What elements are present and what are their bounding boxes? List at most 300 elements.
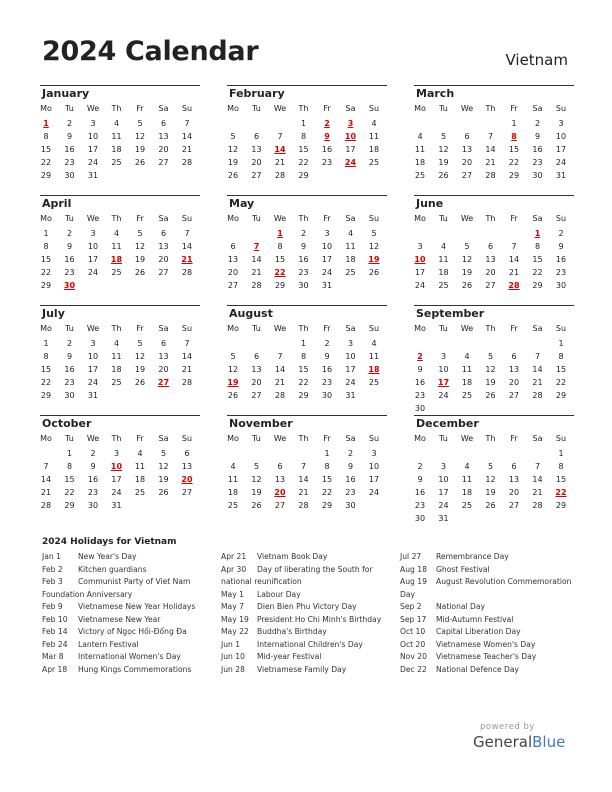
holiday-item [221, 664, 397, 677]
weekday-label: Su [181, 104, 193, 113]
holiday-date-label: Apr 21 [221, 552, 247, 561]
holiday-item [42, 626, 218, 639]
calendar-day: 15 [508, 145, 520, 154]
weekday-label: Sa [532, 324, 543, 333]
holiday-date: 9 [324, 132, 330, 141]
calendar-day: 7 [534, 352, 541, 361]
month-name: February [229, 87, 285, 100]
calendar-day: 30 [321, 391, 333, 400]
holiday-date: 1 [43, 119, 49, 128]
calendar-day: 18 [368, 145, 380, 154]
calendar-day: 31 [345, 391, 356, 400]
calendar-day: 5 [160, 449, 167, 458]
holiday-name: Vietnamese Women's Day [436, 639, 536, 649]
calendar-day: 24 [555, 158, 567, 167]
calendar-day: 28 [181, 268, 193, 277]
calendar-day: 8 [43, 242, 49, 251]
weekday-label: Th [485, 324, 496, 333]
calendar-day: 5 [371, 229, 377, 238]
calendar-day: 8 [534, 242, 541, 251]
calendar-day: 29 [298, 171, 309, 180]
weekday-label: Fr [136, 324, 144, 333]
calendar-day: 11 [227, 475, 239, 484]
calendar-day: 23 [64, 158, 75, 167]
calendar-day: 10 [87, 242, 99, 251]
holiday-date: 18 [368, 365, 380, 374]
holiday-name: New Year's Day [78, 552, 137, 561]
weekday-label: Tu [252, 214, 261, 223]
calendar-day: 20 [158, 145, 169, 154]
calendar-day: 12 [134, 352, 146, 361]
calendar-day: 29 [40, 391, 52, 400]
calendar-day: 18 [134, 475, 146, 484]
calendar-day: 31 [438, 514, 449, 523]
calendar-day: 28 [40, 501, 52, 510]
holiday-name: Victory of Ngọc Hồi-Đống Đa [78, 627, 187, 636]
calendar-day: 28 [298, 501, 309, 510]
country-name: Vietnam [505, 51, 568, 69]
calendar-day: 9 [300, 242, 307, 251]
holiday-item [400, 614, 576, 627]
weekday-label: Su [555, 104, 567, 113]
weekday-label: Tu [65, 434, 74, 443]
weekday-label: Th [298, 434, 309, 443]
calendar-day: 4 [417, 132, 423, 141]
weekday-label: Mo [40, 324, 52, 333]
holiday-date: 2 [324, 119, 330, 128]
holiday-name-continued: national reunification [221, 577, 302, 586]
calendar-day: 28 [532, 501, 543, 510]
calendar-day: 28 [181, 378, 193, 387]
holiday-item [221, 589, 397, 602]
holiday-item [400, 576, 576, 589]
calendar-day: 29 [274, 281, 286, 290]
weekday-label: We [86, 434, 100, 443]
holiday-date: 1 [534, 229, 541, 238]
month-name: May [229, 197, 255, 210]
month-divider [414, 415, 574, 416]
calendar-day: 16 [345, 475, 356, 484]
holiday-date-label: Oct 20 [400, 639, 426, 649]
weekday-label: Th [485, 434, 496, 443]
calendar-day: 4 [347, 229, 354, 238]
calendar-day: 14 [532, 365, 543, 374]
calendar-day: 9 [66, 132, 73, 141]
month-name: August [229, 307, 273, 320]
calendar-day: 19 [251, 488, 262, 497]
calendar-day: 14 [40, 475, 52, 484]
calendar-day: 17 [87, 365, 99, 374]
calendar-day: 15 [532, 255, 543, 264]
weekday-label: Fr [323, 104, 331, 113]
weekday-label: Su [181, 324, 193, 333]
calendar-day: 15 [40, 145, 52, 154]
calendar-day: 18 [111, 145, 122, 154]
holiday-date: 18 [110, 255, 123, 264]
weekday-label: Sa [532, 434, 543, 443]
calendar-day: 9 [66, 352, 73, 361]
weekday-label: Fr [136, 434, 144, 443]
calendar-day: 23 [555, 268, 567, 277]
calendar-day: 24 [87, 268, 99, 277]
holiday-item [42, 564, 218, 577]
month-divider [40, 305, 200, 306]
calendar-day: 16 [298, 255, 309, 264]
weekday-label: Fr [510, 214, 518, 223]
calendar-day: 5 [230, 132, 236, 141]
calendar-day: 6 [184, 449, 190, 458]
calendar-day: 7 [277, 352, 283, 361]
calendar-day: 2 [66, 339, 73, 348]
holiday-column [400, 551, 576, 676]
calendar-day: 5 [230, 352, 236, 361]
calendar-day: 8 [558, 462, 564, 471]
calendar-day: 26 [368, 268, 380, 277]
brand-logo[interactable] [473, 733, 565, 751]
weekday-label: Su [368, 104, 380, 113]
calendar-day: 25 [414, 171, 426, 180]
powered-by-text: powered by [480, 722, 535, 732]
holiday-name: Capital Liberation Day [436, 627, 521, 636]
holiday-item [400, 564, 576, 577]
weekday-label: Sa [158, 324, 169, 333]
calendar-day: 30 [414, 514, 426, 523]
calendar-day: 19 [134, 255, 146, 264]
calendar-day: 1 [66, 449, 73, 458]
calendar-day: 6 [160, 229, 167, 238]
holiday-item [400, 626, 576, 639]
calendar-day: 22 [298, 378, 309, 387]
calendar-day: 12 [134, 132, 146, 141]
calendar-day: 29 [64, 501, 75, 510]
weekday-label: Sa [345, 324, 356, 333]
calendar-day: 11 [345, 242, 356, 251]
weekday-label: Su [555, 324, 567, 333]
holiday-item [42, 551, 218, 564]
calendar-day: 3 [90, 339, 96, 348]
calendar-day: 5 [253, 462, 260, 471]
holiday-item [400, 551, 576, 564]
calendar-day: 6 [511, 462, 517, 471]
calendar-day: 26 [134, 268, 146, 277]
calendar-day: 10 [87, 132, 99, 141]
calendar-day: 3 [90, 119, 96, 128]
calendar-day: 24 [87, 378, 99, 387]
calendar-day: 7 [534, 462, 541, 471]
calendar-day: 18 [345, 255, 356, 264]
calendar-day: 13 [251, 365, 262, 374]
calendar-day: 1 [324, 449, 330, 458]
weekday-label: Su [181, 434, 193, 443]
calendar-day: 14 [181, 242, 193, 251]
month-divider [40, 85, 200, 86]
holiday-name: President Ho Chi Minh's Birthday [257, 614, 382, 624]
calendar-day: 13 [508, 365, 520, 374]
calendar-day: 22 [508, 158, 520, 167]
calendar-day: 31 [555, 171, 567, 180]
month-block [414, 305, 574, 415]
calendar-day: 10 [438, 365, 449, 374]
calendar-day: 29 [555, 501, 567, 510]
calendar-day: 28 [274, 171, 286, 180]
calendar-day: 7 [487, 132, 494, 141]
month-block [227, 195, 387, 305]
weekday-label: Sa [158, 214, 169, 223]
calendar-day: 22 [298, 158, 309, 167]
calendar-day: 5 [137, 229, 143, 238]
month-name: October [42, 417, 92, 430]
holiday-item [221, 614, 397, 627]
calendar-day: 18 [111, 365, 122, 374]
weekday-label: Mo [40, 214, 52, 223]
weekday-label: Tu [252, 434, 261, 443]
calendar-day: 13 [158, 242, 169, 251]
calendar-day: 16 [414, 488, 426, 497]
weekday-label: Tu [439, 104, 448, 113]
calendar-day: 21 [485, 158, 496, 167]
calendar-day: 5 [487, 352, 494, 361]
calendar-day: 11 [134, 462, 146, 471]
weekday-label: Tu [439, 324, 448, 333]
holiday-item [400, 664, 576, 677]
weekday-label: Fr [136, 104, 144, 113]
calendar-day: 21 [274, 158, 286, 167]
calendar-day: 22 [40, 268, 52, 277]
holiday-date-label: Jun 1 [221, 639, 241, 649]
holiday-date-label: Feb 2 [42, 564, 63, 574]
calendar-day: 27 [158, 158, 169, 167]
weekday-label: Tu [439, 434, 448, 443]
weekday-label: Fr [323, 324, 331, 333]
holiday-name: August Revolution Commemoration [436, 577, 572, 586]
calendar-day: 23 [64, 268, 75, 277]
month-block [40, 85, 200, 195]
calendar-day: 7 [184, 339, 190, 348]
holiday-date-label: May 7 [221, 602, 244, 611]
calendar-day: 4 [113, 229, 120, 238]
weekday-label: Th [298, 214, 309, 223]
calendar-day: 6 [160, 339, 167, 348]
calendar-day: 5 [440, 132, 447, 141]
holiday-item [42, 664, 218, 677]
calendar-day: 6 [230, 242, 236, 251]
calendar-day: 21 [40, 488, 52, 497]
holiday-date: 8 [511, 132, 517, 141]
holiday-name: Vietnamese Family Day [257, 664, 347, 674]
weekday-label: Sa [345, 104, 356, 113]
calendar-day: 23 [321, 158, 333, 167]
month-block [227, 305, 387, 415]
calendar-day: 26 [158, 488, 169, 497]
calendar-day: 24 [438, 391, 449, 400]
calendar-day: 24 [321, 268, 333, 277]
weekday-label: Th [485, 104, 496, 113]
calendar-day: 17 [345, 365, 356, 374]
calendar-day: 19 [134, 145, 146, 154]
weekday-label: Mo [40, 434, 52, 443]
calendar-day: 18 [227, 488, 239, 497]
holiday-date: 17 [437, 378, 450, 387]
brand-blue-text: Blue [532, 733, 566, 751]
month-name: September [416, 307, 485, 320]
weekday-label: Su [368, 434, 380, 443]
calendar-day: 12 [251, 475, 262, 484]
calendar-day: 4 [113, 119, 120, 128]
weekday-label: Fr [510, 104, 518, 113]
calendar-day: 3 [440, 462, 447, 471]
calendar-day: 20 [508, 488, 520, 497]
calendar-day: 25 [227, 501, 239, 510]
weekday-label: Sa [532, 214, 543, 223]
calendar-day: 13 [181, 462, 193, 471]
holiday-item [42, 601, 218, 614]
calendar-day: 28 [251, 281, 262, 290]
calendar-day: 20 [158, 365, 169, 374]
calendar-grid [40, 85, 574, 525]
calendar-day: 8 [43, 132, 49, 141]
calendar-day: 25 [345, 268, 356, 277]
holiday-date-label: Dec 22 [400, 664, 427, 674]
calendar-day: 30 [532, 171, 543, 180]
calendar-day: 4 [371, 119, 377, 128]
holiday-date-label: Sep 17 [400, 614, 427, 624]
holiday-item [42, 614, 218, 627]
holiday-name: Hung Kings Commemorations [78, 664, 192, 674]
holiday-name: Vietnamese New Year Holidays [78, 602, 196, 611]
calendar-day: 7 [511, 242, 517, 251]
holiday-item [221, 564, 397, 577]
weekday-label: Mo [414, 434, 426, 443]
calendar-day: 12 [368, 242, 380, 251]
calendar-day: 16 [532, 145, 543, 154]
calendar-day: 11 [111, 352, 122, 361]
weekday-label: We [273, 104, 287, 113]
month-name: December [416, 417, 479, 430]
holiday-name: Mid-year Festival [257, 652, 322, 661]
holiday-date: 19 [227, 378, 239, 387]
calendar-day: 25 [111, 268, 122, 277]
calendar-day: 19 [227, 158, 239, 167]
holiday-date: 14 [274, 145, 286, 154]
holiday-date-label: May 19 [221, 614, 249, 624]
calendar-day: 1 [300, 339, 307, 348]
calendar-day: 23 [532, 158, 543, 167]
calendar-day: 9 [558, 242, 564, 251]
calendar-day: 11 [368, 352, 380, 361]
calendar-day: 2 [534, 119, 541, 128]
calendar-day: 27 [508, 391, 520, 400]
calendar-day: 1 [300, 119, 307, 128]
weekday-label: Fr [510, 324, 518, 333]
holiday-date: 19 [368, 255, 380, 264]
calendar-day: 25 [438, 281, 449, 290]
weekday-label: We [273, 214, 287, 223]
calendar-day: 27 [158, 268, 169, 277]
calendar-day: 20 [508, 378, 520, 387]
calendar-day: 16 [87, 475, 99, 484]
weekday-label: Tu [65, 104, 74, 113]
weekday-label: Mo [227, 104, 239, 113]
holiday-column [42, 551, 218, 676]
calendar-day: 17 [438, 488, 449, 497]
calendar-day: 26 [227, 391, 239, 400]
calendar-day: 9 [66, 242, 73, 251]
calendar-day: 24 [414, 281, 426, 290]
calendar-day: 14 [251, 255, 262, 264]
calendar-day: 30 [64, 171, 75, 180]
calendar-day: 3 [324, 229, 330, 238]
calendar-day: 2 [417, 462, 423, 471]
calendar-day: 22 [64, 488, 75, 497]
calendar-day: 5 [137, 339, 143, 348]
weekday-label: Fr [136, 214, 144, 223]
calendar-day: 13 [485, 255, 496, 264]
calendar-day: 25 [461, 501, 473, 510]
calendar-day: 16 [414, 378, 426, 387]
calendar-day: 11 [368, 132, 380, 141]
calendar-day: 20 [227, 268, 239, 277]
calendar-day: 3 [417, 242, 423, 251]
calendar-day: 23 [87, 488, 99, 497]
calendar-day: 8 [66, 462, 73, 471]
calendar-day: 21 [532, 378, 543, 387]
calendar-day: 25 [368, 378, 380, 387]
month-divider [227, 195, 387, 196]
calendar-day: 27 [251, 171, 262, 180]
calendar-day: 22 [40, 158, 52, 167]
calendar-day: 25 [111, 378, 122, 387]
calendar-day: 3 [440, 352, 447, 361]
weekday-label: Th [111, 434, 122, 443]
month-block [40, 195, 200, 305]
calendar-day: 3 [347, 339, 354, 348]
calendar-day: 26 [461, 281, 473, 290]
calendar-day: 11 [438, 255, 449, 264]
weekday-label: Su [368, 214, 380, 223]
holiday-name: Vietnamese Teacher's Day [436, 652, 537, 661]
calendar-day: 7 [43, 462, 49, 471]
calendar-day: 12 [227, 145, 239, 154]
calendar-day: 4 [440, 242, 447, 251]
calendar-day: 20 [251, 378, 262, 387]
calendar-day: 5 [137, 119, 143, 128]
holiday-date: 24 [344, 158, 357, 167]
weekday-label: We [460, 324, 474, 333]
calendar-day: 6 [253, 352, 260, 361]
calendar-day: 15 [298, 365, 309, 374]
month-name: April [42, 197, 72, 210]
weekday-label: Tu [252, 324, 261, 333]
month-block [40, 305, 200, 415]
holidays-heading: 2024 Holidays for Vietnam [42, 537, 177, 547]
calendar-day: 27 [485, 281, 496, 290]
holiday-item [221, 601, 397, 614]
calendar-day: 2 [347, 449, 354, 458]
holiday-date-label: May 22 [221, 627, 249, 636]
calendar-day: 6 [511, 352, 517, 361]
calendar-day: 7 [300, 462, 307, 471]
calendar-day: 9 [90, 462, 96, 471]
holiday-date: 20 [274, 488, 286, 497]
calendar-day: 8 [43, 352, 49, 361]
calendar-day: 26 [485, 501, 496, 510]
calendar-day: 31 [111, 501, 122, 510]
calendar-day: 30 [87, 501, 99, 510]
month-name: June [416, 197, 444, 210]
calendar-day: 29 [321, 501, 333, 510]
calendar-day: 17 [321, 255, 333, 264]
calendar-day: 15 [555, 475, 567, 484]
